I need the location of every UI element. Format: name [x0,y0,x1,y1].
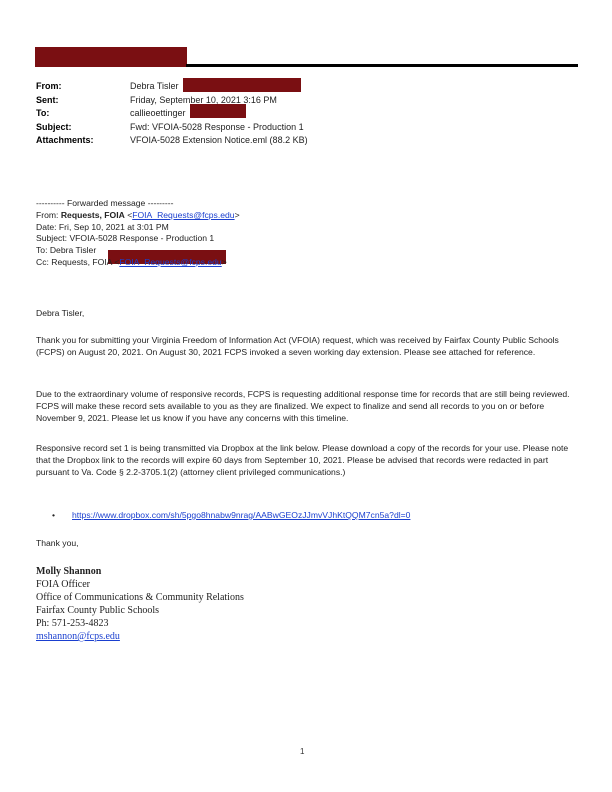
sent-value: Friday, September 10, 2021 3:16 PM [130,94,277,105]
header-rule [186,64,578,67]
page-number: 1 [300,747,305,756]
from-label: From: [36,81,62,91]
signature-office: Office of Communications & Community Relations [36,592,244,603]
dropbox-link-item [52,510,410,522]
dropbox-link[interactable]: https://www.dropbox.com/sh/5pgo8hnabw9nrag/AABwGEOzJJmvVJhKtQQM7cn5a?dl=0 [72,510,411,520]
redaction-box-title [35,47,187,67]
forward-cc-close: > [221,256,227,267]
forward-from-open: < [124,209,133,220]
forward-from-prefix: From: [36,209,61,220]
signature-phone: Ph: 571-253-4823 [36,618,109,629]
paragraph-2: Due to the extraordinary volume of responsive records, FCPS is requesting additional response time for records that are still being reviewed. FCPS will make these record sets available to you as they are finalized. We expect to finalize and send all records to you on or before November 9, 2021. Please let us know if you have any concerns with this timeline. [36,389,570,423]
header-attachments-row [36,134,308,148]
email-header [36,80,308,148]
forward-separator: ---------- Forwarded message --------- [36,198,174,208]
forward-cc-line [36,257,581,269]
forwarded-message [36,198,581,269]
signature-title: FOIA Officer [36,579,90,590]
from-value: Debra Tisler [130,81,179,91]
subject-label: Subject: [36,121,72,132]
header-subject-row [36,121,308,135]
salutation: Debra Tisler, [36,308,85,318]
forward-from-name: Requests, FOIA [60,209,125,220]
to-value: callieoettinger [130,108,186,118]
header-from-row [36,80,308,94]
sent-label: Sent: [36,94,59,105]
attachments-label: Attachments: [36,135,94,145]
header-to-row [36,107,308,121]
forward-to-line: To: Debra Tisler [36,245,97,256]
forward-subject-line: Subject: VFOIA-5028 Response - Production 1 [36,233,215,244]
signature-email-link[interactable]: mshannon@fcps.edu [36,631,120,642]
signature-name: Molly Shannon [36,566,102,577]
attachments-value[interactable]: VFOIA-5028 Extension Notice.eml (88.2 KB) [130,135,308,145]
paragraph-3: Responsive record set 1 is being transmitted via Dropbox at the link below. Please download a copy of the records for your use. Please note that the Dropbox link to the records will expire 60 days from September 10, 2021. Please be advised that records were redacted in part pursuant to Va. Code § 2.2-3705.1(2) (attorney client privileged communications.) [36,443,569,477]
closing: Thank you, [36,538,79,548]
signature-org: Fairfax County Public Schools [36,605,160,616]
forward-cc-prefix: Cc: Requests, FOIA < [36,256,120,267]
paragraph-1: Thank you for submitting your Virginia Freedom of Information Act (VFOIA) request, which was received by Fairfax County Public Schools (FCPS) on August 20, 2021. On August 30, 2021 FCPS invoked a seven working day extension. Please see attached for reference. [36,335,559,357]
header-sent-row [36,94,308,108]
forward-from-close: > [234,209,240,220]
forward-date-line: Date: Fri, Sep 10, 2021 at 3:01 PM [36,221,169,232]
forward-from-email-link[interactable]: FOIA_Requests@fcps.edu [132,209,235,220]
forward-cc-email-link[interactable]: FOIA_Requests@fcps.edu [119,256,222,267]
signature-block [36,565,244,643]
bullet-icon: • [52,510,56,520]
to-label: To: [36,108,50,118]
subject-value: Fwd: VFOIA-5028 Response - Production 1 [130,121,304,132]
forward-from-line [36,210,581,222]
